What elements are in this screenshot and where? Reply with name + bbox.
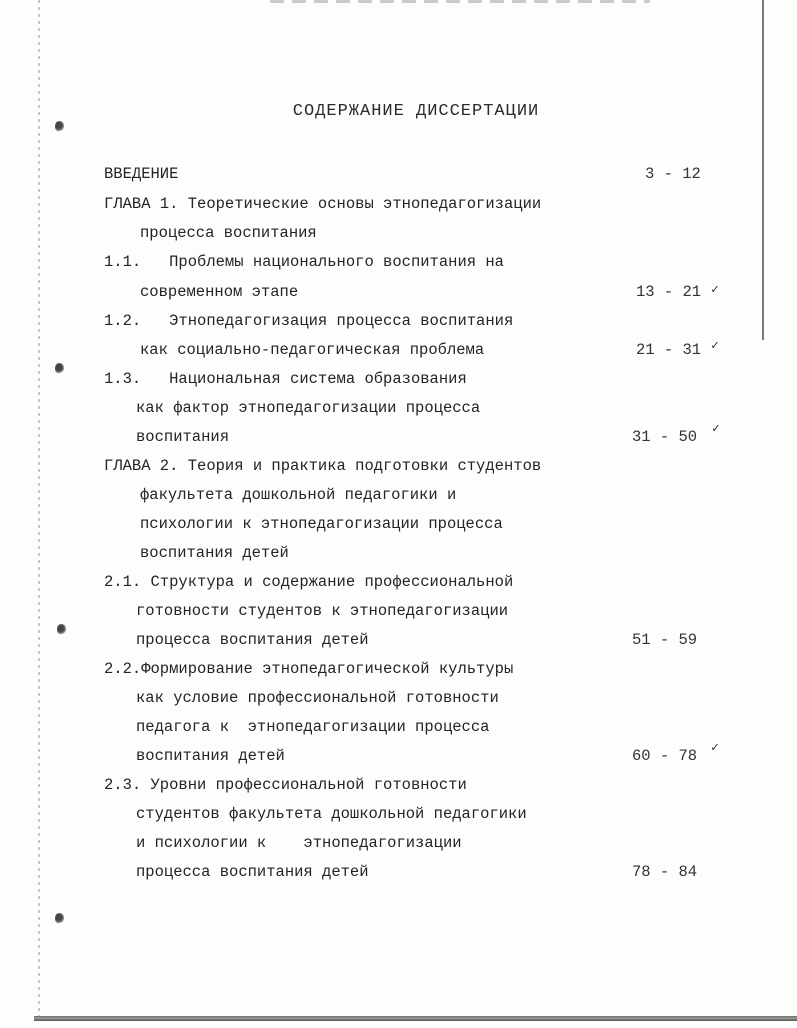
binding-hole-mark: [55, 363, 64, 374]
binding-hole-mark: [57, 624, 66, 635]
toc-entry: как социально-педагогическая проблема: [140, 341, 485, 359]
toc-section: 1.1. Проблемы национального воспитания на: [104, 253, 504, 271]
toc-entry: педагога к этнопедагогизации процесса: [136, 718, 490, 736]
page-title: СОДЕРЖАНИЕ ДИССЕРТАЦИИ: [292, 102, 540, 121]
toc-entry: процесса воспитания детей: [136, 631, 369, 649]
toc-section: 1.2. Этнопедагогизация процесса воспитания: [104, 312, 514, 330]
checkmark-icon: ✓: [712, 421, 720, 436]
toc-entry: ВВЕДЕНИЕ: [104, 165, 179, 183]
toc-entry: как фактор этнопедагогизации процесса: [136, 399, 481, 417]
toc-section: 2.3. Уровни профессиональной готовности: [104, 776, 467, 794]
toc-page-range: 60 - 78: [632, 747, 698, 765]
toc-entry: студентов факультета дошкольной педагогики: [136, 805, 527, 823]
toc-entry: процесса воспитания детей: [136, 863, 369, 881]
scan-bottom-edge: [34, 1016, 797, 1021]
scan-left-edge: [38, 0, 40, 1020]
checkmark-icon: ✓: [711, 740, 719, 755]
checkmark-icon: ✓: [711, 338, 719, 353]
checkmark-icon: ✓: [711, 282, 719, 297]
binding-hole-mark: [55, 913, 64, 924]
toc-page-range: 13 - 21: [636, 283, 702, 301]
toc-entry: воспитания детей: [140, 544, 289, 562]
toc-page-range: 21 - 31: [636, 341, 702, 359]
toc-entry: современном этапе: [140, 283, 299, 301]
toc-entry: воспитания: [136, 428, 230, 446]
toc-page-range: 3 - 12: [645, 165, 701, 183]
toc-entry: готовности студентов к этнопедагогизации: [136, 602, 509, 620]
toc-section: 1.3. Национальная система образования: [104, 370, 467, 388]
toc-section: 2.1. Структура и содержание профессиональной: [104, 573, 514, 591]
toc-entry: факультета дошкольной педагогики и: [140, 486, 457, 504]
toc-entry: воспитания детей: [136, 747, 285, 765]
toc-entry: процесса воспитания: [140, 224, 317, 242]
toc-page-range: 51 - 59: [632, 631, 698, 649]
toc-chapter: ГЛАВА 1. Теоретические основы этнопедагогизации: [104, 195, 542, 213]
toc-entry: как условие профессиональной готовности: [136, 689, 499, 707]
toc-entry: психологии к этнопедагогизации процесса: [140, 515, 503, 533]
toc-chapter: ГЛАВА 2. Теория и практика подготовки студентов: [104, 457, 542, 475]
toc-section: 2.2.Формирование этнопедагогической культуры: [104, 660, 514, 678]
toc-page-range: 31 - 50: [632, 428, 698, 446]
scan-right-edge: [762, 0, 764, 340]
toc-page-range: 78 - 84: [632, 863, 698, 881]
toc-entry: и психологии к этнопедагогизации: [136, 834, 462, 852]
scan-top-marks: [270, 0, 650, 3]
binding-hole-mark: [55, 121, 64, 132]
